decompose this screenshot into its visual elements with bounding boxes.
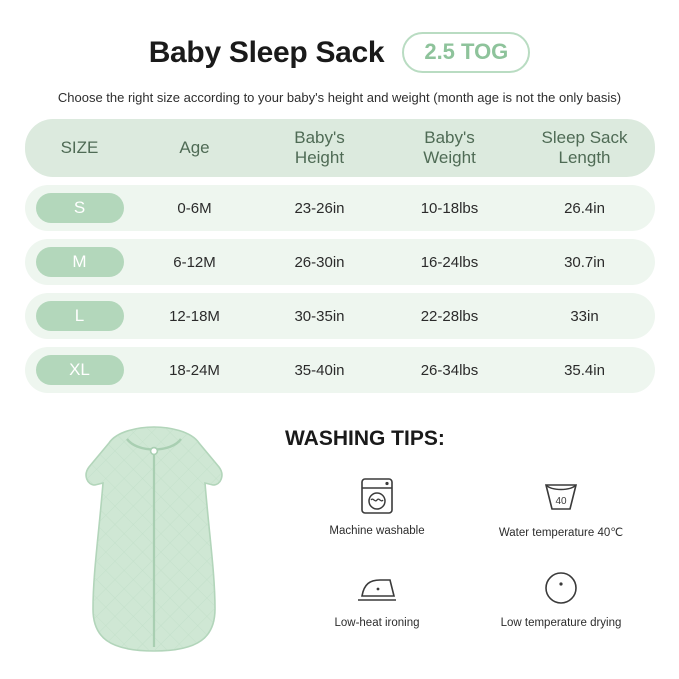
column-header-height-line2: Height [294,148,345,167]
size-badge: M [36,247,124,277]
washing-tip-label: Water temperature 40℃ [498,527,624,539]
table-row [25,347,655,393]
washing-tips-section [281,417,653,658]
sleep-sack-illustration [69,423,239,658]
column-header-length-line2: Length [558,148,611,167]
size-cell [25,247,135,277]
weight-cell: 10-18lbs [420,199,479,217]
column-header-height-line1: Baby's [294,128,345,148]
length-cell: 33in [570,307,599,325]
page-header [0,0,679,73]
length-cell: 26.4in [564,199,605,217]
weight-cell: 22-28lbs [420,307,479,325]
size-chart-table [25,119,655,393]
size-badge: S [36,193,124,223]
size-cell [25,355,135,385]
weight-cell: 16-24lbs [420,253,479,271]
height-cell: 23-26in [294,199,345,217]
height-cell: 35-40in [294,361,345,379]
lower-section [0,417,679,658]
column-header-weight [385,128,515,167]
table-header-row [25,119,655,177]
height-cell: 30-35in [294,307,345,325]
water-temp-value: 40 [555,496,567,507]
column-header-size: SIZE [60,138,99,158]
washing-tips-title: WASHING TIPS: [285,427,445,450]
washing-tip-label: Low-heat ironing [334,617,420,629]
washing-tip [469,473,653,539]
size-badge: L [36,301,124,331]
column-header-length-line1: Sleep Sack [541,128,628,148]
low-temperature-drying-icon [542,565,580,611]
age-cell: 0-6M [177,199,212,217]
washing-tip [469,565,653,629]
weight-cell: 26-34lbs [420,361,479,379]
water-temperature-icon [540,473,582,519]
age-cell: 12-18M [169,307,220,325]
table-row [25,185,655,231]
low-heat-iron-icon [354,565,400,611]
column-header-length [515,128,655,167]
age-cell: 6-12M [173,253,216,271]
column-header-height [255,128,385,167]
washing-tip-label: Low temperature drying [500,617,622,629]
table-row [25,293,655,339]
length-cell: 30.7in [564,253,605,271]
product-image [26,417,281,658]
size-badge: XL [36,355,124,385]
tog-badge: 2.5 TOG [402,32,530,73]
height-cell: 26-30in [294,253,345,271]
washing-tip [285,565,469,629]
age-cell: 18-24M [169,361,220,379]
washing-tip-label: Machine washable [329,525,425,537]
column-header-weight-line1: Baby's [424,128,475,148]
page-title: Baby Sleep Sack [148,35,385,69]
washing-tips-grid [285,473,653,629]
size-cell [25,193,135,223]
column-header-age: Age [179,138,210,158]
page-subtitle: Choose the right size according to your baby's height and weight (month age is not the only basis) [57,90,622,105]
length-cell: 35.4in [564,361,605,379]
size-cell [25,301,135,331]
washing-tip [285,473,469,539]
table-row [25,239,655,285]
column-header-weight-line2: Weight [423,148,476,167]
washing-machine-icon [359,473,395,519]
